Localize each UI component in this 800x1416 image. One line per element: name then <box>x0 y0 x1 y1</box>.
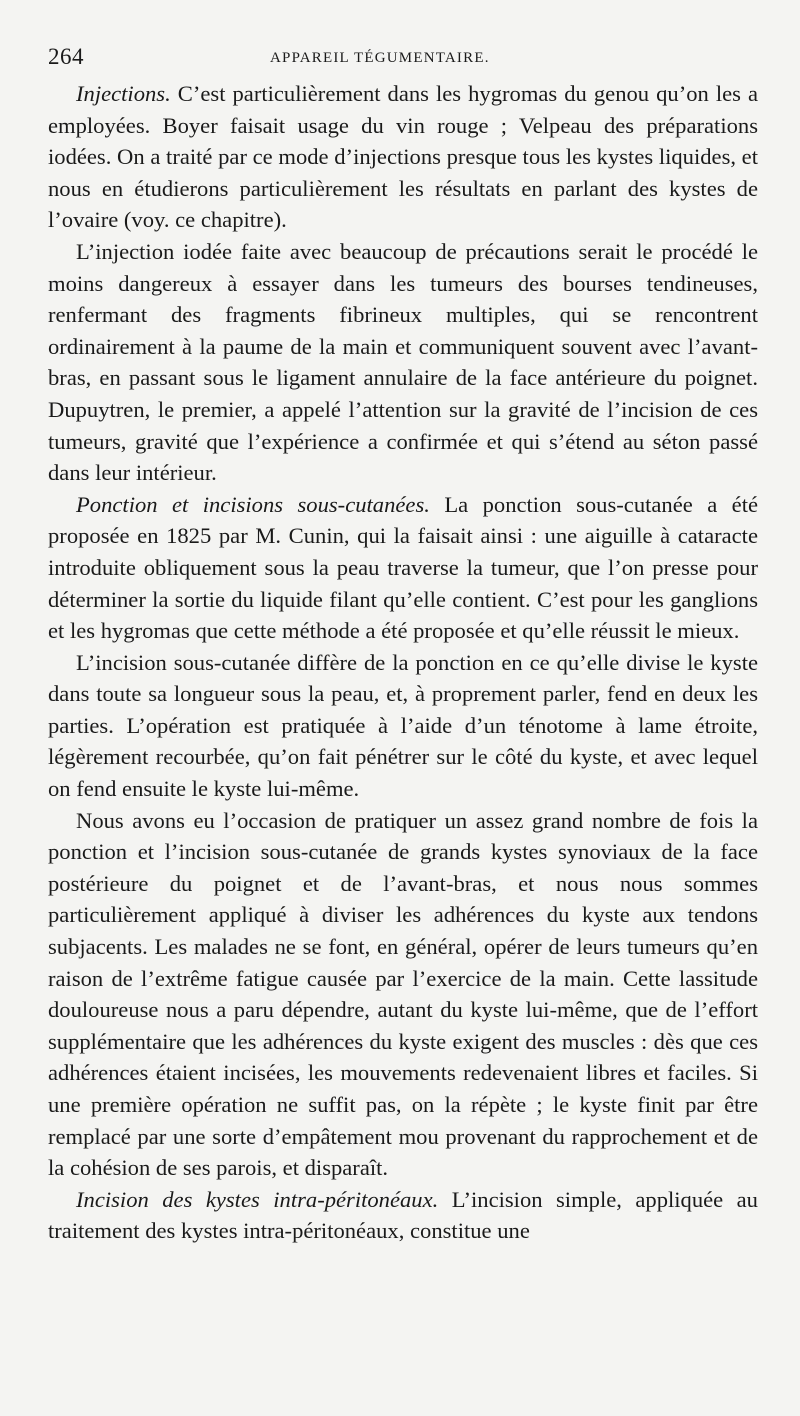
paragraph-ponction <box>48 489 758 647</box>
page-number: 264 <box>48 44 84 69</box>
paragraph-text: C’est particulièrement dans les hygromas du genou qu’on les a employées. Boyer faisait usage du vin rouge ; Velpeau des préparations iodées. On a traité par ce mode d’injections presque tous les kystes liquides, et nous en étudierons particulièrement les résultats en parlant des kystes de l’ovaire (voy. ce chapitre). <box>48 81 758 233</box>
section-lead: Injections. <box>76 81 171 106</box>
paragraph-incision-sous-cutanee <box>48 647 758 805</box>
page-header <box>48 44 752 76</box>
running-title: APPAREIL TÉGUMENTAIRE. <box>270 50 490 66</box>
paragraph-text: Nous avons eu l’occasion de pratiquer un assez grand nombre de fois la ponction et l’incision sous-cutanée de grands kystes synoviaux de la face postérieure du poignet et de l’avant-bras, et nous nous sommes particulièrement appliqué à diviser les adhérences du kyste aux tendons subjacents. Les malades ne se font, en général, opérer de leurs tumeurs qu’en raison de l’extrême fatigue causée par l’exercice de la main. Cette lassitude douloureuse nous a paru dépendre, autant du kyste lui-même, que de l’effort supplémentaire que les adhérences du kyste exigent des muscles : dès que ces adhérences étaient incisées, les mouvements redevenaient libres et faciles. Si une première opération ne suffit pas, on la répète ; le kyste finit par être remplacé par une sorte d’empâtement mou provenant du rapprochement et de la cohésion de ses parois, et disparaît. <box>48 807 758 1181</box>
paragraph-text: L’injection iodée faite avec beaucoup de précautions serait le procédé le moins dangereux à essayer dans les tumeurs des bourses tendineuses, renfermant des fragments fibrineux multiples, qui se rencontrent ordinairement à la paume de la main et communiquent souvent avec l’avant-bras, en passant sous le ligament annulaire de la face antérieure du poignet. Dupuytren, le premier, a appelé l’attention sur la gravité de l’incision de ces tumeurs, gravité que l’expérience a confirmée et qui s’étend au séton passé dans leur intérieur. <box>48 238 758 486</box>
paragraph-text: L’incision sous-cutanée diffère de la ponction en ce qu’elle divise le kyste dans toute sa longueur sous la peau, et, à proprement parler, fend en deux les parties. L’opération est pratiquée à l’aide d’un ténotome à lame étroite, légèrement recourbée, qu’on fait pénétrer sur le côté du kyste, et avec lequel on fend ensuite le kyste lui-même. <box>48 649 758 802</box>
section-lead: Ponction et incisions sous-cutanées. <box>76 491 430 517</box>
paragraph-kystes-intra-peritoneaux <box>48 1184 758 1247</box>
paragraph-injection-iodee <box>48 236 758 489</box>
paragraph-text: L’incision simple, appliquée au traitement des kystes intra-péritonéaux, constitue une <box>48 1186 758 1244</box>
body-text <box>48 78 758 1247</box>
paragraph-injections <box>48 78 758 236</box>
paragraph-text: La ponction sous-cutanée a été proposée en 1825 par M. Cunin, qui la faisait ainsi : une aiguille à cataracte introduite obliquement sous la peau traverse la tumeur, que l’on presse pour déterminer la sortie du liquide filant qu’elle contient. C’est pour les ganglions et les hygromas que cette méthode a été proposée et qu’elle réussit le mieux. <box>48 491 758 644</box>
section-lead: Incision des kystes intra-péritonéaux. <box>76 1186 439 1212</box>
paragraph-experience <box>48 805 758 1184</box>
